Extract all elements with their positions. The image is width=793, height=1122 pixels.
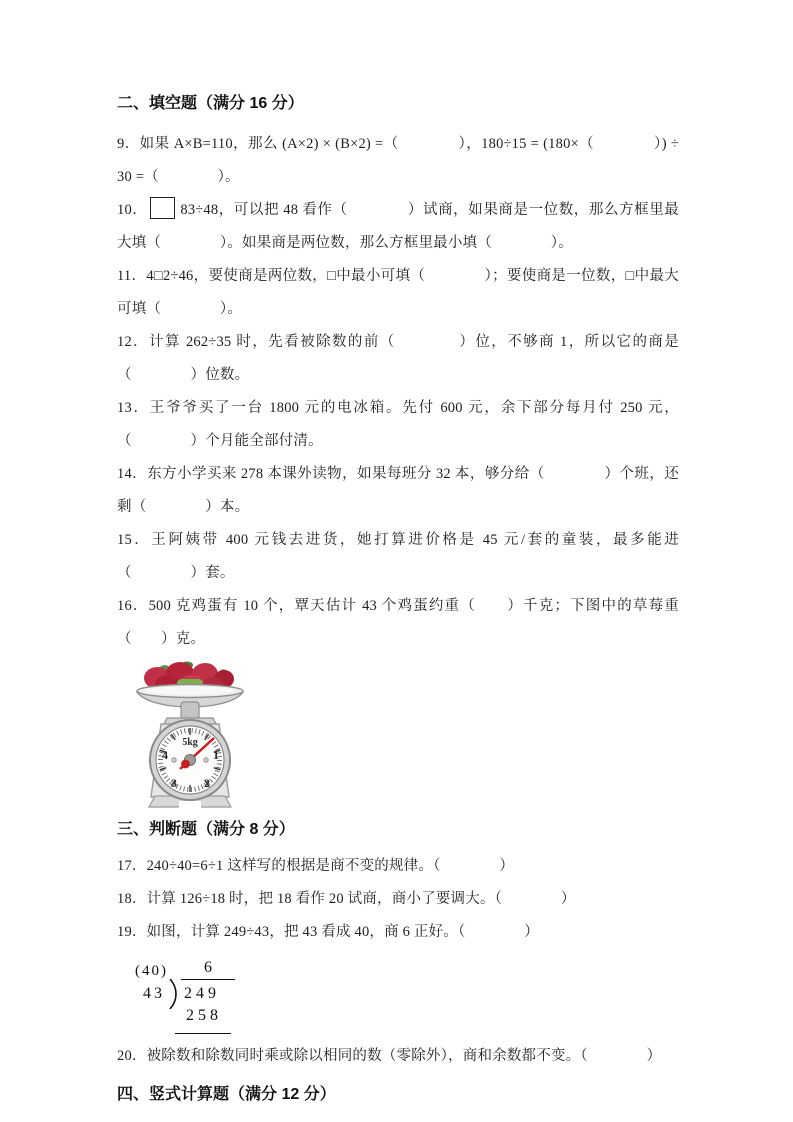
section-title-vertical-calc: 四、竖式计算题（满分 12 分）: [117, 1086, 336, 1103]
dial-number-4: 4: [162, 748, 168, 762]
question-10-text: 83÷48，可以把 48 看作（ ）试商，如果商是一位数，那么方框里最大填（ ）。如果商是两位数，那么方框里最小填（ ）。: [117, 202, 679, 251]
question-11: 11．4□2÷46，要使商是两位数，□中最小可填（ ）；要使商是一位数，□中最大可填（ ）。: [117, 268, 679, 317]
dial-number-3: 3: [171, 776, 177, 790]
long-division-diagram: [135, 955, 235, 1034]
trial-divisor: (40): [135, 963, 168, 979]
question-10: [117, 194, 679, 260]
question-15: 15．王阿姨带 400 元钱去进货，她打算进价格是 45 元/套的童装，最多能进（ ）套。: [117, 532, 679, 581]
product: 258: [175, 1007, 231, 1034]
division-bracket-icon: [167, 979, 181, 1009]
scale-bowl-highlight: [145, 686, 235, 694]
divisor: 43: [143, 984, 165, 1002]
dial-max-label: 5kg: [182, 737, 198, 748]
kitchen-scale-icon: [117, 660, 267, 808]
quotient: 6: [181, 959, 235, 980]
scale-dial: [150, 720, 230, 800]
dial-screw-left: [172, 758, 177, 763]
blank-box: [150, 197, 175, 219]
question-19: 19．如图，计算 249÷43，把 43 看成 40，商 6 正好。（ ）: [117, 924, 539, 940]
section-title-fill-blanks: 二、填空题（满分 16 分）: [117, 95, 304, 112]
question-17: 17．240÷40=6÷1 这样写的根据是商不变的规律。（ ）: [117, 858, 515, 874]
dial-screw-right: [204, 758, 209, 763]
spacer: [135, 1007, 175, 1034]
question-20: 20．被除数和除数同时乘或除以相同的数（零除外），商和余数都不变。（ ）: [117, 1048, 662, 1064]
long-division-dividend-row: [135, 980, 235, 1007]
dividend: 249: [184, 984, 220, 1002]
long-division-quotient-row: [135, 955, 235, 980]
question-18: 18．计算 126÷18 时，把 18 看作 20 试商，商小了要调大。（ ）: [117, 891, 576, 907]
question-13: 13．王爷爷买了一台 1800 元的电冰箱。先付 600 元，余下部分每月付 250 元，（ ）个月能全部付清。: [117, 400, 679, 449]
long-division-product-row: [135, 1007, 235, 1034]
scale-figure: [117, 660, 679, 808]
question-12: 12．计算 262÷35 时，先看被除数的前（ ）位，不够商 1，所以它的商是（ ）位数。: [117, 334, 679, 383]
question-9: 9．如果 A×B=110，那么 (A×2) × (B×2) =（ ），180÷15 = (180×（ ）) ÷ 30 =（ ）。: [117, 136, 679, 185]
question-10-number: 10．: [117, 202, 148, 218]
dial-number-1: 1: [213, 748, 219, 762]
dial-number-2: 2: [204, 776, 210, 790]
needle-counterweight: [181, 760, 190, 769]
question-16: 16．500 克鸡蛋有 10 个，覃天估计 43 个鸡蛋约重（ ）千克；下图中的草莓重（ ）克。: [117, 598, 679, 647]
question-14: 14．东方小学买来 278 本课外读物，如果每班分 32 本，够分给（ ）个班，还剩（ ）本。: [117, 466, 679, 515]
section-title-true-false: 三、判断题（满分 8 分）: [117, 821, 295, 838]
